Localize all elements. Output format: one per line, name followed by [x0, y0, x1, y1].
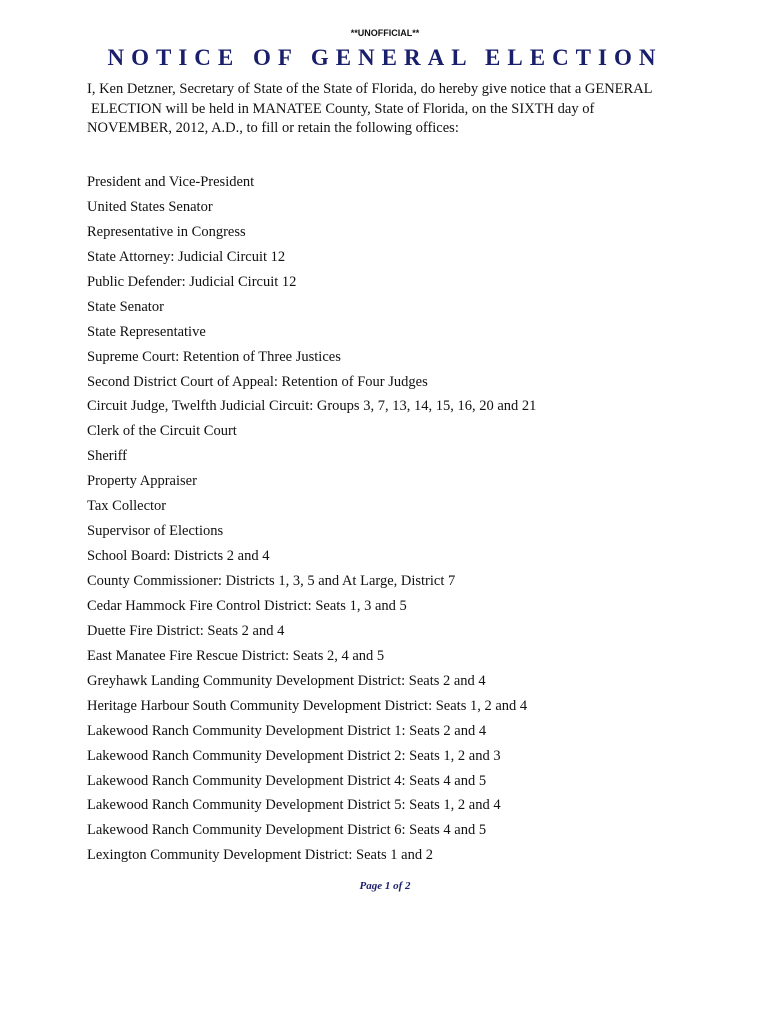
- office-item: Lakewood Ranch Community Development District 2: Seats 1, 2 and 3: [87, 747, 501, 764]
- office-item: Public Defender: Judicial Circuit 12: [87, 273, 297, 290]
- office-item: Cedar Hammock Fire Control District: Seats 1, 3 and 5: [87, 597, 407, 614]
- page-number: Page 1 of 2: [359, 880, 411, 892]
- office-item: Lakewood Ranch Community Development District 5: Seats 1, 2 and 4: [87, 797, 501, 814]
- office-item: President and Vice-President: [87, 174, 255, 190]
- office-item: State Representative: [87, 323, 206, 340]
- office-item: Supreme Court: Retention of Three Justices: [87, 348, 341, 365]
- office-item: Sheriff: [87, 448, 128, 465]
- office-item: Second District Court of Appeal: Retention of Four Judges: [87, 373, 428, 390]
- intro-line: I, Ken Detzner, Secretary of State of the State of Florida, do hereby give notice that a GENERAL: [87, 81, 653, 97]
- office-item: Tax Collector: [87, 498, 167, 515]
- office-item: Circuit Judge, Twelfth Judicial Circuit: Groups 3, 7, 13, 14, 15, 16, 20 and 21: [87, 398, 537, 415]
- offices-list: [87, 170, 707, 868]
- office-item: State Attorney: Judicial Circuit 12: [87, 248, 286, 265]
- office-item: Greyhawk Landing Community Development District: Seats 2 and 4: [87, 672, 486, 689]
- office-item: United States Senator: [87, 198, 213, 215]
- unofficial-flag: **UNOFFICIAL**: [350, 28, 420, 38]
- office-item: Duette Fire District: Seats 2 and 4: [87, 622, 285, 639]
- office-item: Heritage Harbour South Community Development District: Seats 1, 2 and 4: [87, 697, 528, 714]
- document-title: NOTICE OF GENERAL ELECTION: [107, 45, 663, 70]
- office-item: Supervisor of Elections: [87, 523, 224, 540]
- office-item: Lakewood Ranch Community Development District 6: Seats 4 and 5: [87, 822, 487, 839]
- office-item: Clerk of the Circuit Court: [87, 423, 237, 440]
- office-item: Representative in Congress: [87, 223, 246, 240]
- office-item: County Commissioner: Districts 1, 3, 5 and At Large, District 7: [87, 573, 456, 589]
- office-item: East Manatee Fire Rescue District: Seats 2, 4 and 5: [87, 647, 385, 664]
- office-item: Lakewood Ranch Community Development District 4: Seats 4 and 5: [87, 772, 487, 789]
- office-item: Lexington Community Development District: Seats 1 and 2: [87, 847, 433, 864]
- office-item: State Senator: [87, 298, 164, 315]
- office-item: Lakewood Ranch Community Development District 1: Seats 2 and 4: [87, 722, 487, 739]
- office-item: Property Appraiser: [87, 473, 197, 490]
- intro-line: ELECTION will be held in MANATEE County, State of Florida, on the SIXTH day of: [91, 100, 595, 117]
- intro-paragraph: [87, 80, 687, 139]
- intro-line: NOVEMBER, 2012, A.D., to fill or retain the following offices:: [87, 120, 459, 136]
- office-item: School Board: Districts 2 and 4: [87, 548, 270, 565]
